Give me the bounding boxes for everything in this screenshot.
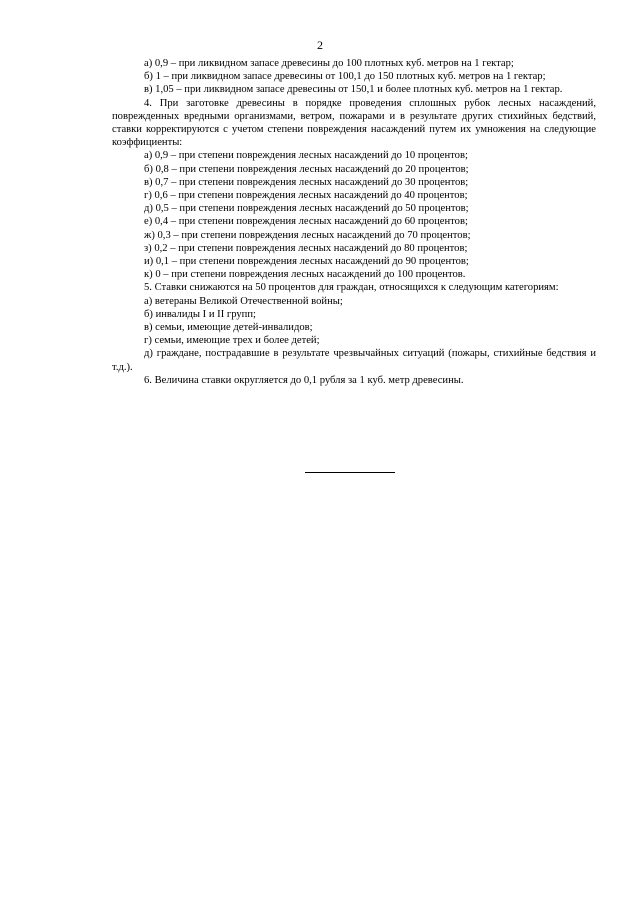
clause-5: 5. Ставки снижаются на 50 процентов для граждан, относящихся к следующим категориям: (144, 282, 559, 294)
item-damage-k: к) 0 – при степени повреждения лесных насаждений до 100 процентов. (144, 269, 466, 281)
item-coef-stock-c: в) 1,05 – при ликвидном запасе древесины от 150,1 и более плотных куб. метров на 1 гектар. (144, 84, 563, 96)
item-coef-stock-a: а) 0,9 – при ликвидном запасе древесины до 100 плотных куб. метров на 1 гектар; (144, 58, 514, 69)
item-damage-f: е) 0,4 – при степени повреждения лесных насаждений до 60 процентов; (144, 216, 468, 228)
item-damage-h: з) 0,2 – при степени повреждения лесных насаждений до 80 процентов; (144, 242, 468, 254)
item-category-a: а) ветераны Великой Отечественной войны; (144, 295, 343, 307)
item-damage-b: б) 0,8 – при степени повреждения лесных насаждений до 20 процентов; (144, 163, 469, 175)
document-body (112, 57, 596, 387)
item-damage-c: в) 0,7 – при степени повреждения лесных насаждений до 30 процентов; (144, 176, 469, 188)
item-damage-i: и) 0,1 – при степени повреждения лесных насаждений до 90 процентов; (144, 256, 469, 268)
clause-6: 6. Величина ставки округляется до 0,1 рубля за 1 куб. метр древесины. (144, 374, 464, 386)
item-category-d: г) семьи, имеющие трех и более детей; (144, 335, 320, 347)
end-divider-line (305, 472, 395, 473)
clause-4: 4. При заготовке древесины в порядке проведения сплошных рубок лесных насаждений, поврежденных вредными организмами, ветром, пожарами и в результате других стихийных бедствий, ставки корректируются с учетом степени повреждения насаждений путем их умножения на следующие коэффициенты: (112, 97, 596, 149)
item-damage-g: ж) 0,3 – при степени повреждения лесных насаждений до 70 процентов; (144, 229, 471, 241)
page-number: 2 (317, 38, 323, 52)
item-category-e: д) граждане, пострадавшие в результате чрезвычайных ситуаций (пожары, стихийные бедствия и т.д.). (112, 348, 596, 373)
item-damage-e: д) 0,5 – при степени повреждения лесных насаждений до 50 процентов; (144, 203, 469, 215)
item-damage-d: г) 0,6 – при степени повреждения лесных насаждений до 40 процентов; (144, 190, 468, 202)
item-category-b: б) инвалиды I и II групп; (144, 308, 256, 320)
item-coef-stock-b: б) 1 – при ликвидном запасе древесины от 100,1 до 150 плотных куб. метров на 1 гектар; (144, 71, 546, 83)
item-damage-a: а) 0,9 – при степени повреждения лесных насаждений до 10 процентов; (144, 150, 468, 162)
item-category-c: в) семьи, имеющие детей-инвалидов; (144, 322, 313, 334)
